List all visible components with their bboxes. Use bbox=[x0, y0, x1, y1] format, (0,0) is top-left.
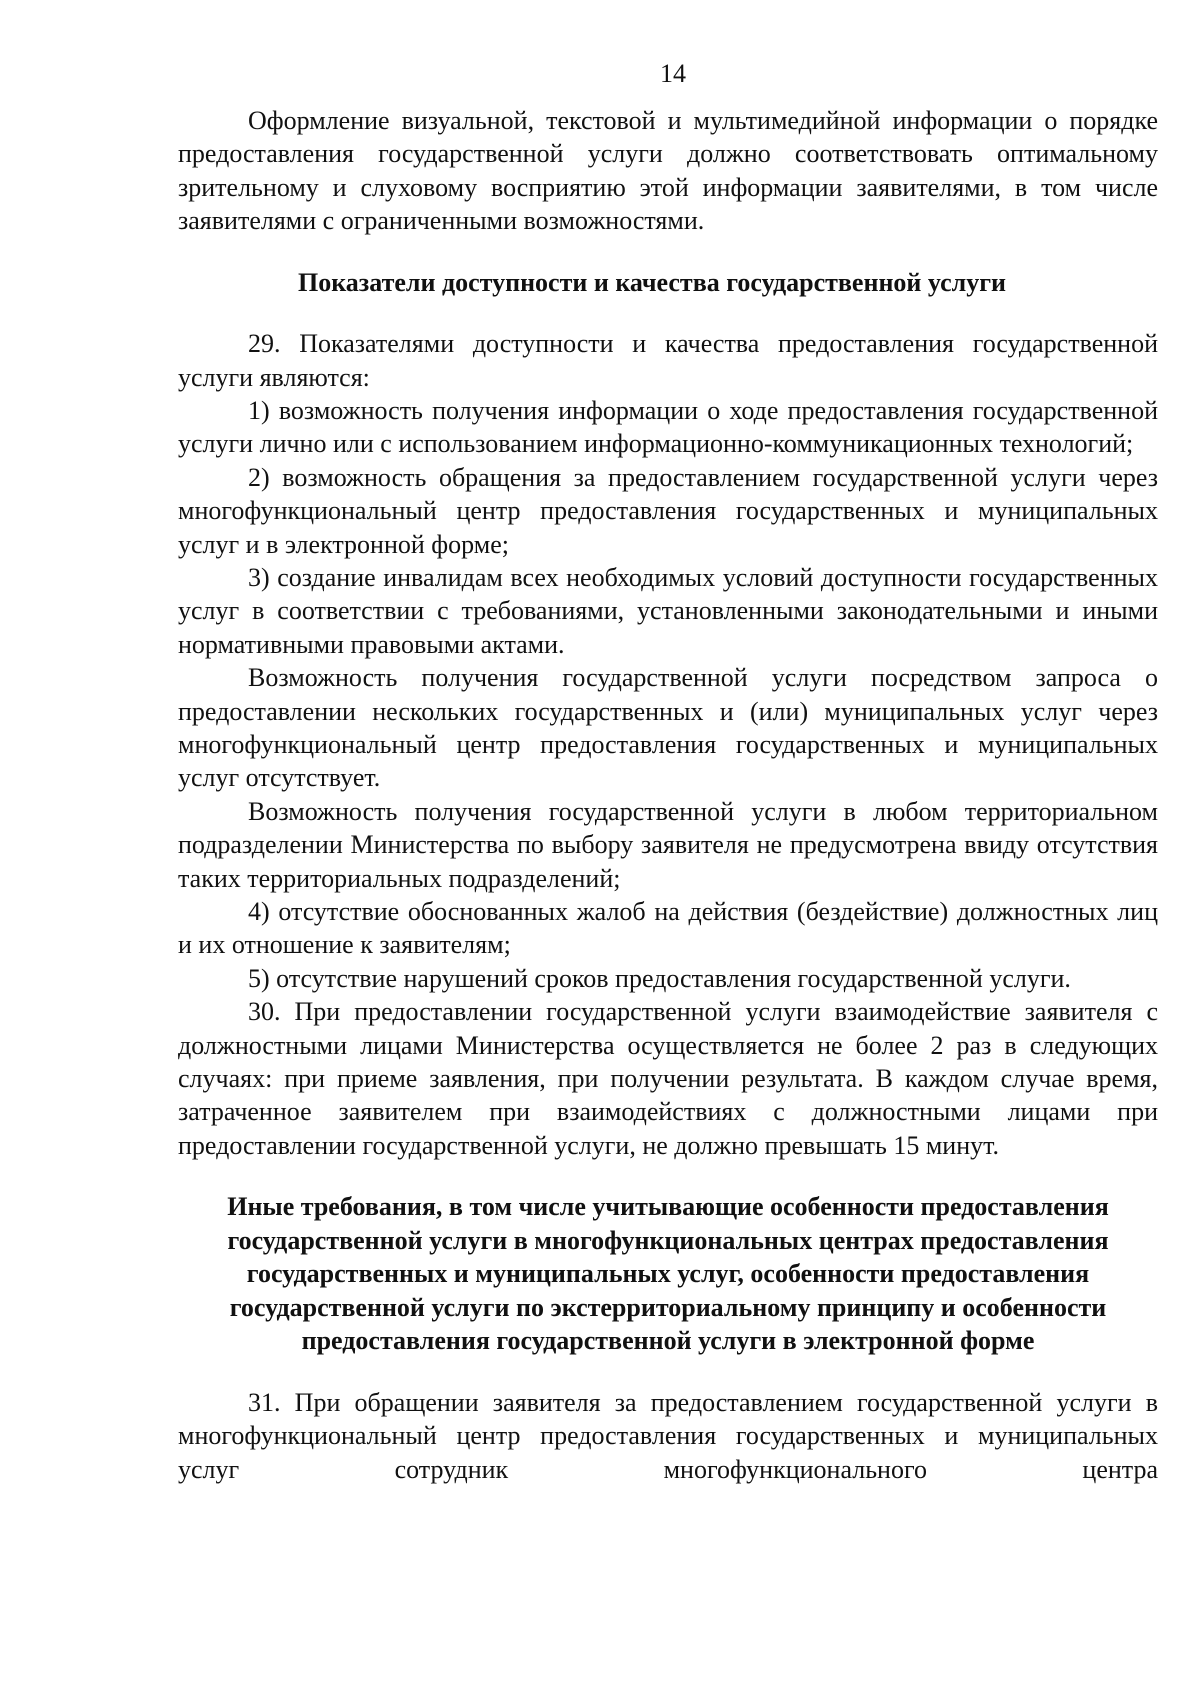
paragraph-visual-info: Оформление визуальной, текстовой и мультимедийной информации о порядке предоставления государственной услуги должно соответствовать оптимальному зрительному и слуховому восприятию этой информации заявителями, в том числе заявителями с ограниченными возможностями. bbox=[178, 106, 1158, 236]
paragraph-30: 30. При предоставлении государственной услуги взаимодействие заявителя с должностными лицами Министерства осуществляется не более 2 раз в следующих случаях: при приеме заявления, при получении результата. В каждом случае время, затраченное заявителем при взаимодействиях с должностными лицами при предоставлении государственной услуги, не должно превышать 15 минут. bbox=[178, 997, 1158, 1160]
paragraph-29-item-1: 1) возможность получения информации о ходе предоставления государственной услуги лично или с использованием информационно-коммуникационных технологий; bbox=[178, 395, 1158, 459]
paragraph-29-intro: 29. Показателями доступности и качества предоставления государственной услуги являются: bbox=[178, 329, 1158, 392]
paragraph-29-item-4: 4) отсутствие обоснованных жалоб на действия (бездействие) должностных лиц и их отношение к заявителям; bbox=[178, 897, 1158, 960]
paragraph-29-item-3: 3) создание инвалидам всех необходимых условий доступности государственных услуг в соответствии с требованиями, установленными законодательными и иными нормативными правовыми актами. bbox=[178, 562, 1158, 659]
paragraph-29-item-5: 5) отсутствие нарушений сроков предоставления государственной услуги. bbox=[248, 963, 1071, 993]
page-number: 14 bbox=[660, 59, 686, 88]
heading-other-requirements: Иные требования, в том числе учитывающие особенности предоставления государственной услуги в многофункциональных центрах предоставления государственных и муниципальных услуг, особенности предоставления государственной услуги по экстерриториальному принципу и особенности предоставления государственной услуги в электронной форме bbox=[227, 1192, 1109, 1356]
paragraph-29-multi-request: Возможность получения государственной услуги посредством запроса о предоставлении нескольких государственных и (или) муниципальных услуг через многофункциональный центр предоставления государственных и муниципальных услуг отсутствует. bbox=[178, 663, 1158, 793]
document-page bbox=[178, 58, 1158, 1486]
paragraph-29-territorial: Возможность получения государственной услуги в любом территориальном подразделении Министерства по выбору заявителя не предусмотрена ввиду отсутствия таких территориальных подразделений; bbox=[178, 796, 1158, 893]
heading-accessibility-indicators: Показатели доступности и качества государственной услуги bbox=[298, 267, 1007, 297]
paragraph-29-item-2: 2) возможность обращения за предоставлением государственной услуги через многофункциональный центр предоставления государственных и муниципальных услуг и в электронной форме; bbox=[178, 462, 1158, 559]
paragraph-31: 31. При обращении заявителя за предоставлением государственной услуги в многофункциональный центр предоставления государственных и муниципальных услуг сотрудник многофункционального центра bbox=[178, 1387, 1158, 1484]
